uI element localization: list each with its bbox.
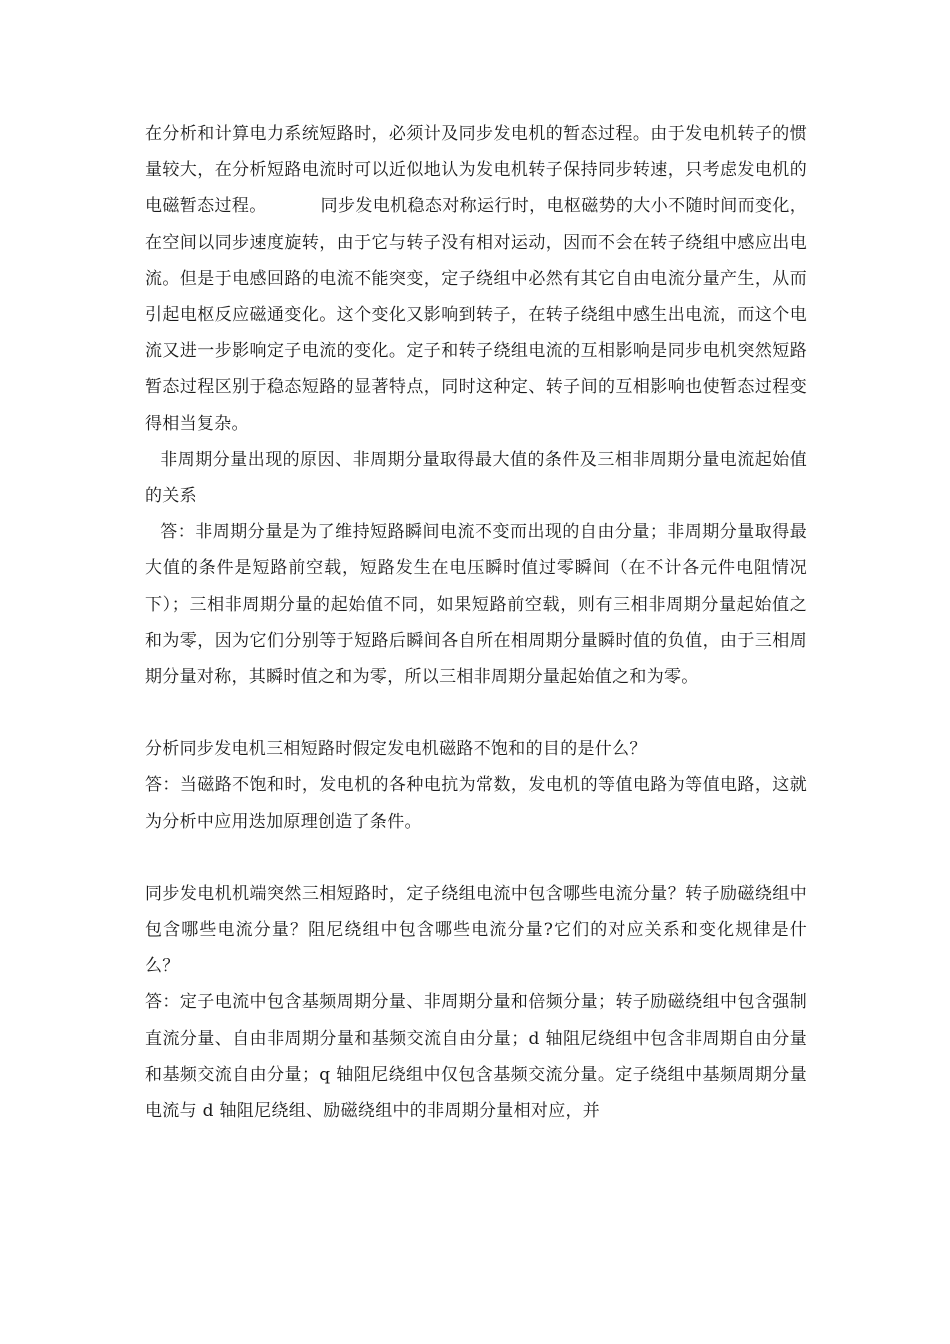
question-unsaturated-magnetic-circuit: 分析同步发电机三相短路时假定发电机磁路不饱和的目的是什么？	[145, 739, 647, 760]
paragraph-text: 在分析和计算电力系统短路时，必须计及同步发电机的暂态过程。由于发电机转子的惯量较大，在分析短路电流时可以近似地认为发电机转子保持同步转速，只考虑发电机的电磁暂态过程。	[145, 124, 807, 217]
blank-line	[145, 695, 807, 731]
document-body	[145, 116, 807, 1129]
paragraph-text: 同步发电机稳态对称运行时，电枢磁势的大小不随时间而变化，在空间以同步速度旋转，由于它与转子没有相对运动，因而不会在转子绕组中感应出电流。但是于电感回路的电流不能突变，定子绕组中必然有其它自由电流分量产生，从而引起电枢反应磁通变化。这个变化又影响到转子，在转子绕组中感生出电流，而这个电流又进一步影响定子电流的变化。定子和转子绕组电流的互相影响是同步电机突然短路暂态过程区别于稳态短路的显著特点，同时这种定、转子间的互相影响也使暂态过程变得相当复杂。	[145, 196, 807, 434]
answer-unsaturated-magnetic-circuit: 答：当磁路不饱和时，发电机的各种电抗为常数，发电机的等值电路为等值电路，这就为分析中应用迭加原理创造了条件。	[145, 775, 807, 832]
answer-current-components: 答：定子电流中包含基频周期分量、非周期分量和倍频分量；转子励磁绕组中包含强制直流分量、自由非周期分量和基频交流自由分量；d 轴阻尼绕组中包含非周期自由分量和基频交流自由分量；q 轴阻尼绕组中仅包含基频交流分量。定子绕组中基频周期分量电流与 d 轴阻尼绕组、励磁绕组中的非周期分量相对应，并	[145, 992, 807, 1122]
question-aperiodic-component: 非周期分量出现的原因、非周期分量取得最大值的条件及三相非周期分量电流起始值的关系	[145, 449, 807, 507]
blank-line	[145, 840, 807, 876]
question-current-components: 同步发电机机端突然三相短路时，定子绕组电流中包含哪些电流分量？转子励磁绕组中包含哪些电流分量？阻尼绕组中包含哪些电流分量?它们的对应关系和变化规律是什么？	[145, 883, 807, 977]
answer-aperiodic-component: 答：非周期分量是为了维持短路瞬间电流不变而出现的自由分量；非周期分量取得最大值的条件是短路前空载，短路发生在电压瞬时值过零瞬间（在不计各元件电阻情况下）；三相非周期分量的起始值不同，如果短路前空载，则有三相非周期分量起始值之和为零，因为它们分别等于短路后瞬间各自所在相周期分量瞬时值的负值，由于三相周期分量对称，其瞬时值之和为零，所以三相非周期分量起始值之和为零。	[145, 522, 807, 688]
paragraph-transient-intro	[145, 116, 807, 442]
